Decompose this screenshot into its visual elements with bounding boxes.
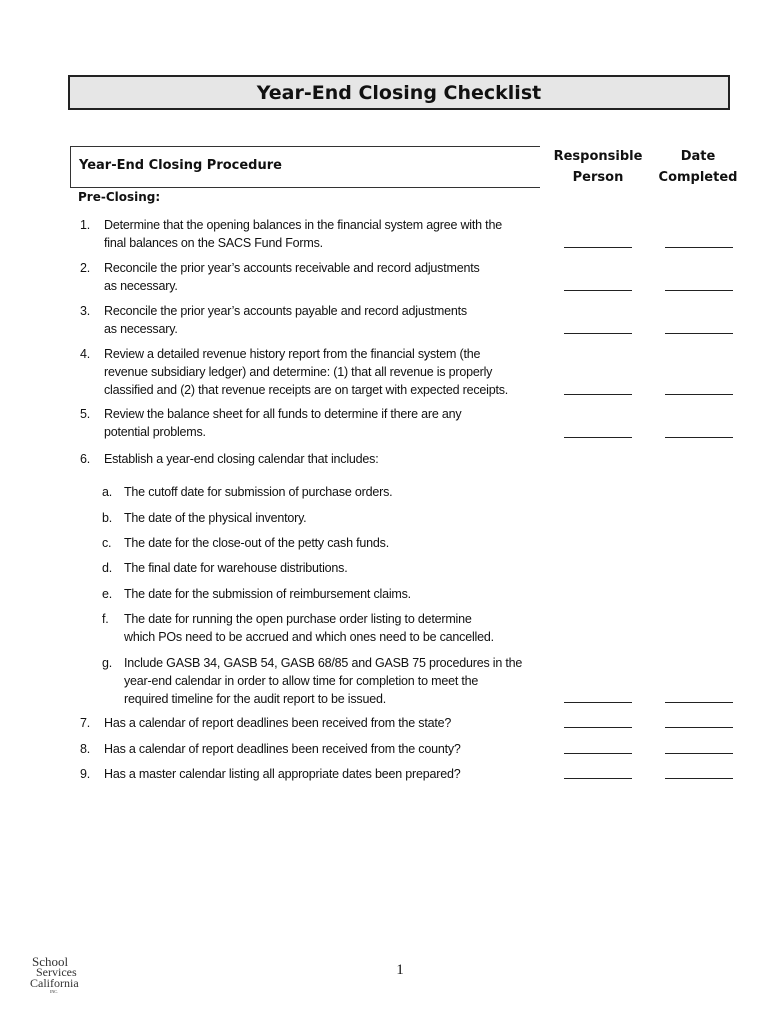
item-text <box>104 259 480 295</box>
subitem-text <box>124 509 306 527</box>
item-text <box>104 345 508 399</box>
item-line: Establish a year-end closing calendar that includes: <box>104 452 379 466</box>
item-line: classified and (2) that revenue receipts are on target with expected receipts. <box>104 383 509 397</box>
date-blank[interactable] <box>665 394 733 395</box>
subitem-line: The cutoff date for submission of purchase orders. <box>124 485 393 499</box>
item-line: revenue subsidiary ledger) and determine: (1) that all revenue is properly <box>104 365 493 379</box>
procedure-header <box>70 146 540 188</box>
procedure-header-label: Year-End Closing Procedure <box>79 158 282 173</box>
subitem-text <box>124 559 347 577</box>
company-logo <box>28 952 88 996</box>
item-number: 2. <box>80 261 91 275</box>
responsible-person-header <box>548 146 648 188</box>
responsible-blank[interactable] <box>564 394 632 395</box>
subitem-text <box>124 610 494 646</box>
subitem-letter: b. <box>102 511 113 525</box>
item-line: Reconcile the prior year’s accounts payable and record adjustments <box>104 304 467 318</box>
responsible-blank[interactable] <box>564 437 632 438</box>
page-title: Year-End Closing Checklist <box>256 81 542 104</box>
responsible-blank[interactable] <box>564 727 632 728</box>
date-completed-header <box>648 146 748 188</box>
date-blank[interactable] <box>665 437 733 438</box>
responsible-blank[interactable] <box>564 247 632 248</box>
item-text <box>104 765 460 783</box>
subitem-line: The date for the close-out of the petty cash funds. <box>124 536 389 550</box>
subitem-line: Include GASB 34, GASB 54, GASB 68/85 and GASB 75 procedures in the <box>124 656 523 670</box>
subitem-line: The date for the submission of reimbursement claims. <box>124 587 411 601</box>
item-text <box>104 302 467 338</box>
subitem-text <box>124 483 392 501</box>
item-line: Determine that the opening balances in the financial system agree with the <box>104 218 502 232</box>
subitem-letter: f. <box>102 612 109 626</box>
logo-line3: California <box>30 976 79 990</box>
subitem-line: year-end calendar in order to allow time for completion to meet the <box>124 674 479 688</box>
item-line: final balances on the SACS Fund Forms. <box>104 236 323 250</box>
item-number: 1. <box>80 218 91 232</box>
responsible-blank[interactable] <box>564 290 632 291</box>
subitem-text <box>124 585 411 603</box>
item-line: Has a master calendar listing all appropriate dates been prepared? <box>104 767 461 781</box>
item-text <box>104 450 379 468</box>
subitem-line: The final date for warehouse distributions. <box>124 561 348 575</box>
logo-line4: INC. <box>50 989 58 994</box>
subitem-text <box>124 534 389 552</box>
item-text <box>104 714 451 732</box>
responsible-header-line2: Person <box>572 170 624 185</box>
subitem-line: The date of the physical inventory. <box>124 511 307 525</box>
date-blank[interactable] <box>665 753 733 754</box>
logo-line2: Services <box>36 965 77 979</box>
item-line: Has a calendar of report deadlines been received from the county? <box>104 742 461 756</box>
item-text <box>104 740 461 758</box>
item-number: 4. <box>80 347 91 361</box>
subitem-letter: c. <box>102 536 112 550</box>
responsible-blank[interactable] <box>564 778 632 779</box>
item-line: as necessary. <box>104 322 178 336</box>
item-line: as necessary. <box>104 279 178 293</box>
date-blank[interactable] <box>665 333 733 334</box>
title-box <box>68 75 730 110</box>
date-blank[interactable] <box>665 778 733 779</box>
subitem-text <box>124 654 522 708</box>
subitem-line: which POs need to be accrued and which ones need to be cancelled. <box>124 630 494 644</box>
item-line: Review a detailed revenue history report from the financial system (the <box>104 347 481 361</box>
date-blank[interactable] <box>665 247 733 248</box>
subitem-line: required timeline for the audit report to be issued. <box>124 692 386 706</box>
date-blank[interactable] <box>665 290 733 291</box>
responsible-header-line1: Responsible <box>553 149 643 164</box>
item-number: 7. <box>80 716 91 730</box>
item-number: 8. <box>80 742 91 756</box>
item-text <box>104 216 502 252</box>
item-number: 3. <box>80 304 91 318</box>
responsible-blank[interactable] <box>564 333 632 334</box>
date-blank[interactable] <box>665 727 733 728</box>
subitem-letter: g. <box>102 656 113 670</box>
item-line: Reconcile the prior year’s accounts receivable and record adjustments <box>104 261 480 275</box>
date-blank[interactable] <box>665 702 733 703</box>
date-header-line2: Completed <box>658 170 738 185</box>
item-text <box>104 405 461 441</box>
item-number: 5. <box>80 407 91 421</box>
subitem-letter: a. <box>102 485 113 499</box>
logo-line1: School <box>32 954 69 969</box>
item-number: 9. <box>80 767 91 781</box>
responsible-blank[interactable] <box>564 702 632 703</box>
section-heading: Pre-Closing: <box>78 190 161 204</box>
subitem-letter: d. <box>102 561 113 575</box>
date-header-line1: Date <box>680 149 716 164</box>
subitem-letter: e. <box>102 587 113 601</box>
responsible-blank[interactable] <box>564 753 632 754</box>
subitem-line: The date for running the open purchase order listing to determine <box>124 612 472 626</box>
item-number: 6. <box>80 452 91 466</box>
item-line: potential problems. <box>104 425 206 439</box>
page-number: 1 <box>396 962 404 978</box>
item-line: Has a calendar of report deadlines been received from the state? <box>104 716 452 730</box>
item-line: Review the balance sheet for all funds to determine if there are any <box>104 407 462 421</box>
